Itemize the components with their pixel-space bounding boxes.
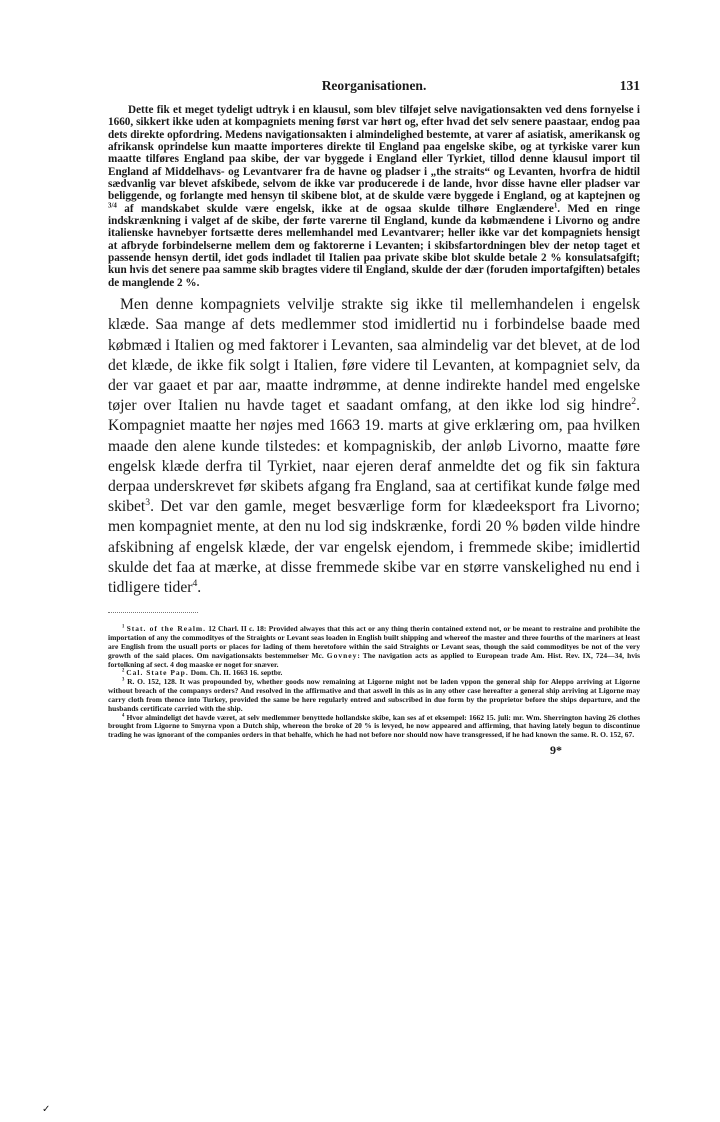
footnote-1: $^1$ Stat. of the Realm. 12 Charl. II c. 18: Provided alwayes that this act or any thing therin contained extend not, or be meant to restraine and prohibite the importation of any the commodityes of the Straights or Levant seas loaden in English built shipping and whereof the master and three fourths of the mariners at least are English from the usuall ports or places for lading of them heretofore within the said Straights or Levant seas, though the said commodityes be not of the very growth of the said places. Om navigationsakts bestemmelser Mc. Govney: The navigation acts as applied to European trade Am. Hist. Rev. IX, 724—34, hvis fortolkning af sect. 4 dog maaske er noget for snæver. bbox=[108, 624, 640, 669]
footnote-ref-2: 2 bbox=[631, 395, 637, 407]
printer-signature: 9* bbox=[550, 743, 562, 758]
footnote-ref-1: 1 bbox=[553, 201, 558, 210]
margin-pencil-mark: ✓ bbox=[42, 1104, 51, 1115]
footnote-ref-4: 4 bbox=[192, 577, 198, 589]
fraction: 3/4 bbox=[108, 201, 117, 210]
footnote-divider bbox=[108, 612, 198, 613]
footnote-3: $^3$ R. O. 152, 128. It was propounded by, whether goods now remaining at Ligorne might not be laden vppon the general ship for Aleppo arriving at Ligorne without breach of the companys orders? And resolved in the affirmative and that aswell in this as in any other case hereafter a general ship arriving at Ligorne may carry cloth from thence into Turkey, provided the same be here regularly entred and subscribed in due form by the proprietor before the ships departure, and the husbands certificate carried with the ship. bbox=[108, 677, 640, 713]
running-title: Reorganisationen. bbox=[321, 78, 427, 93]
paragraph-main: Men denne kompagniets velvilje strakte sig ikke til mellemhandelen i engelsk klæde. Saa mange af dets medlemmer stod imidlertid nu i forbindelse baade med købmæd i Italien og med faktorer i Levanten, saa almindelig var det blevet, at de lod det klæde, de ikke fik solgt i Italien, føre videre til Levanten, at kompagniet selv, da der var gaaet et par aar, maatte indrømme, at denne indirekte handel med engelske tøjer over Italien nu havde taget et saadant omfang, at den ikke lod sig hindre$^2$. Kompagniet maatte her nøjes med 1663 19. marts at give erklæring om, paa hvilken maade den alene kunde tilstedes: et kompagniskib, der anløb Livorno, maatte føre engelsk klæde derfra til Tyrkiet, naar ejeren deraf anmeldte det og fik sin faktura derpaa underskrevet før skibets afgang fra England, saa at certifikat kunde følge med skibet$^3$. Det var den gamle, meget besværlige form for klædeeksport fra Livorno; men kompagniet mente, at den nu lod sig indskrænke, fordi 20 % bøden vilde hindre afskibning af engelsk klæde, der var engelsk ejendom, i fremmede skibe; imidlertid skulde det faa at mærke, at disse fremmede skibe var en større vanskelighed nu end i tidligere tider$^4$. bbox=[108, 296, 640, 596]
footnote-4: $^4$ Hvor almindeligt det havde været, at selv medlemmer benyttede hollandske skibe, kan ses af et eksempel: 1662 15. juli: mr. Wm. Sherrington having 26 clothes brought from Ligorne to Smyrna vpon a Dutch ship, whereon the broke of 20 % is levyed, he now appeared and affirming, that having lately begun to discontinue trading he was ignorant of the companies orders in that behalfe, which he had not before nor should now have transgressed, if he had known the same. R. O. 152, 67. bbox=[108, 712, 640, 740]
paragraph-small-print: Dette fik et meget tydeligt udtryk i en klausul, som blev tilføjet selve navigationsakten ved dens fornyelse i 1660, sikkert ikke uden at kompagniets mening først var hørt og, efter hvad det selv senere paastaar, endog paa dets direkte opfordring. Medens navigationsakten i almindelighed bestemte, at varer af asiatisk, amerikansk og afrikansk oprindelse kun maatte importeres direkte til England paa engelske skibe, og at tyrkiske varer kun maatte tilføres England paa skibe, der var byggede i England eller Tyrkiet, tillod denne klausul import til England af Middelhavs- og Levantvarer fra de havne og pladser i „the straits“ og Levanten, hvorfra de hidtil sædvanlig var blevet afskibede, selvom de ikke var producerede i de lande, hvor disse havne eller pladser var beliggende, og forlangte med hensyn til skibene blot, at de skulde være byggede i England, og at kaptejnen og $^{3/4}$ af mandskabet skulde være engelsk, ikke at de ogsaa skulde tilhøre Englændere$^1$. Med en ringe indskrænkning i valget af de skibe, der førte varerne til England, kunde da købmændene i Livorno og andre italienske havnebyer fortsætte deres mellemhandel med Levantvarer; heller ikke var det kompagniets hensigt at afbryde forbindelserne mellem dem og faktorerne i Levanten; i skibsfartordningen blev der netop taget et passende hensyn dertil, idet gods indladet til Italien paa private skibe blot skulde betale 2 % konsulatsafgift; kun hvis det senere paa samme skib bragtes videre til England, skulde der dær (foruden importafgiften) betales de manglende 2 %. bbox=[108, 104, 640, 289]
page bbox=[108, 78, 640, 758]
running-header bbox=[108, 78, 640, 98]
footnote-2: $^2$ Cal. State Pap. Dom. Ch. II. 1663 16. septbr. bbox=[122, 668, 283, 678]
page-number: 131 bbox=[619, 78, 640, 93]
footnote-ref-3: 3 bbox=[145, 497, 151, 508]
